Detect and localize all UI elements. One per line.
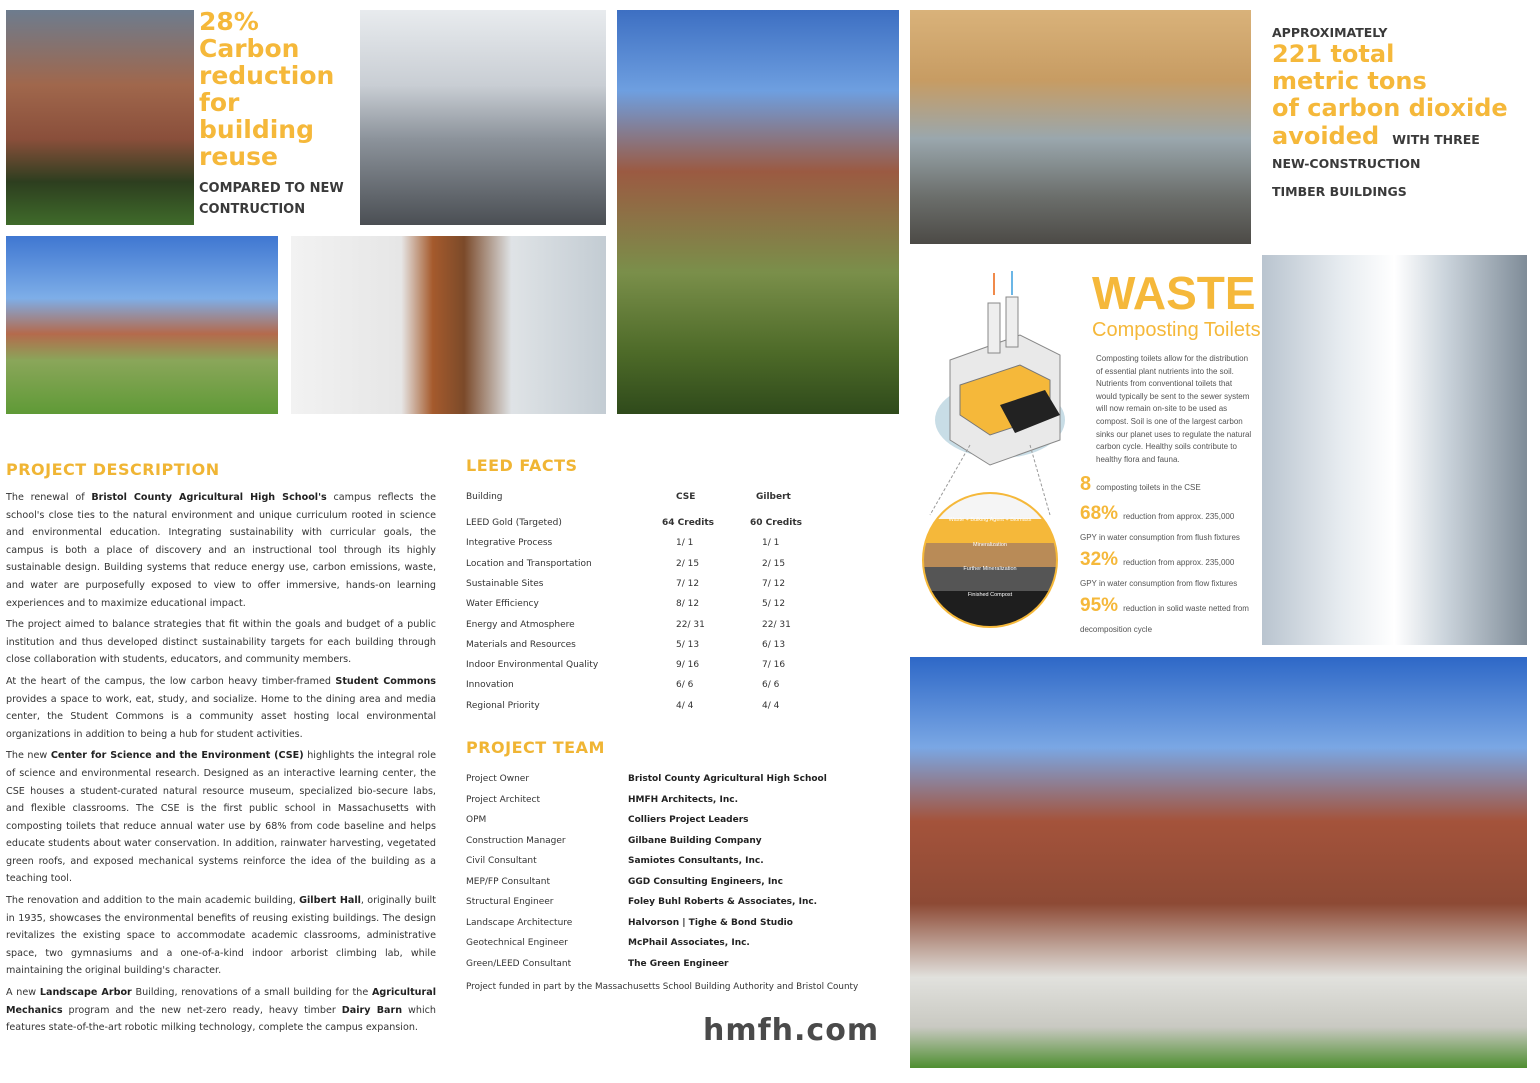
pipe xyxy=(1006,297,1018,347)
team-member: McPhail Associates, Inc. xyxy=(628,938,750,948)
carbon-reduction-stat xyxy=(199,8,359,220)
team-member: The Green Engineer xyxy=(628,958,729,969)
leed-col-gilbert: Gilbert xyxy=(756,492,791,502)
leed-gilbert-value: 6/ 13 xyxy=(762,639,786,650)
description-paragraph: The renovation and addition to the main academic building, Gilbert Hall, originally built in 1935, showcases the environmental benefits of reusing existing buildings. The design revitalizes the existing space to accommodate academic classrooms, administrative space, two gymnasiums and a one-of-a-kind indoor arborist climbing lab, while maintaining the original building's character. xyxy=(6,895,436,977)
leed-row xyxy=(466,599,806,619)
stat-tail: TIMBER BUILDINGS xyxy=(1272,184,1407,199)
leed-cse-value: 4/ 4 xyxy=(676,700,694,711)
team-row xyxy=(466,836,866,856)
description-paragraph: The new Center for Science and the Environment (CSE) highlights the integral role of science and environmental research. Designed as an interactive learning center, the CSE houses a student-curated natural resource museum, specialized bio-secure labs, and flexible classrooms. The CSE is the first public school in Massachusetts with composting toilets that reduce annual water use by 68% from code baseline and helps educate students about water conservation. In addition, rainwater harvesting, vegetated green roofs, and exposed mechanical systems reinforce the idea of the building as a teaching tool. xyxy=(6,750,436,885)
leed-col-building: Building xyxy=(466,492,503,502)
team-member: GGD Consulting Engineers, Inc xyxy=(628,876,783,887)
team-role: Project Owner xyxy=(466,774,530,784)
leed-category: Regional Priority xyxy=(466,700,540,711)
stat-line: for xyxy=(199,88,240,117)
leed-category: Sustainable Sites xyxy=(466,578,544,589)
layer-label: Further Mineralization xyxy=(963,566,1017,572)
leed-row xyxy=(466,538,806,558)
waste-stat xyxy=(1080,503,1252,544)
leed-category: Energy and Atmosphere xyxy=(466,619,575,630)
team-member: Gilbane Building Company xyxy=(628,835,762,846)
leed-cse-value: 22/ 31 xyxy=(676,619,705,630)
stat-tail: NEW-CONSTRUCTION xyxy=(1272,156,1421,171)
team-row xyxy=(466,856,866,876)
photo-campus-walkway xyxy=(910,657,1527,1068)
leed-gilbert-value: 22/ 31 xyxy=(762,619,791,630)
team-role: Construction Manager xyxy=(466,835,566,846)
zoom-line xyxy=(1030,445,1050,515)
leed-row xyxy=(466,640,806,660)
team-member: Colliers Project Leaders xyxy=(628,815,749,825)
leed-row xyxy=(466,620,806,640)
team-row xyxy=(466,877,866,897)
leed-category: Indoor Environmental Quality xyxy=(466,660,599,671)
leed-row xyxy=(466,680,806,700)
photo-campus-lawn xyxy=(6,236,278,414)
team-role: Green/LEED Consultant xyxy=(466,958,572,969)
leed-category: Location and Transportation xyxy=(466,558,592,569)
waste-stat-value: 8 xyxy=(1080,473,1092,495)
stat-line: Carbon xyxy=(199,34,300,63)
description-paragraph: The renewal of Bristol County Agricultural High School's campus reflects the school's close ties to the natural environment and unique curriculum rooted in science and environmental education. Integrating sustainability with curricular goals, the campus is both a place of discovery and an instructional tool through its highly sustainable design. Building systems that reduce energy use, carbon emissions, waste, and water are purposefully exposed to view to offer immersive, hands-on learning experiences and to maximize educational impact. xyxy=(6,492,436,609)
layer-label: Finished Compost xyxy=(967,592,1013,598)
leed-gilbert-value: 6/ 6 xyxy=(762,680,780,691)
leed-category: Innovation xyxy=(466,680,514,691)
photo-corridor xyxy=(1262,255,1527,645)
leed-gilbert-value: 7/ 12 xyxy=(762,578,786,589)
team-row xyxy=(466,815,866,835)
waste-stat-text: reduction in solid waste netted from decomposition cycle xyxy=(1080,604,1249,634)
waste-stat-text: reduction from approx. 235,000 GPY in water consumption from flow fixtures xyxy=(1080,558,1238,588)
team-member: Foley Buhl Roberts & Associates, Inc. xyxy=(628,897,818,907)
waste-infographic xyxy=(910,255,1261,650)
co2-avoided-stat xyxy=(1272,25,1534,206)
website-link[interactable]: hmfh.com xyxy=(703,1013,880,1048)
stat-line: avoided xyxy=(1272,122,1380,150)
waste-stat xyxy=(1080,473,1252,496)
project-team xyxy=(466,738,886,998)
leed-row xyxy=(466,579,806,599)
team-role: OPM xyxy=(466,815,487,825)
photo-timber-commons xyxy=(291,236,606,414)
team-role: Structural Engineer xyxy=(466,897,554,907)
team-member: HMFH Architects, Inc. xyxy=(628,794,738,805)
section-heading: LEED FACTS xyxy=(466,456,578,475)
stat-caption: COMPARED TO NEW xyxy=(199,181,344,196)
leed-category: Integrative Process xyxy=(466,538,553,549)
photo-classroom xyxy=(360,10,606,225)
stat-line: of carbon dioxide xyxy=(1272,94,1508,122)
pipe xyxy=(988,303,1000,353)
waste-subtitle: Composting Toilets xyxy=(1092,319,1261,341)
soil-layer-labels xyxy=(923,513,1057,633)
stat-line: metric tons xyxy=(1272,67,1427,95)
waste-title: WASTE xyxy=(1092,267,1256,319)
photo-building-entrance xyxy=(6,10,194,225)
section-heading: PROJECT DESCRIPTION xyxy=(6,460,220,479)
leed-facts xyxy=(466,456,826,726)
description-paragraph: A new Landscape Arbor Building, renovations of a small building for the Agricultural Mechanics program and the new net-zero ready, heavy timber Dairy Barn which features state-of-the-art robotic milking technology, complete the campus expansion. xyxy=(6,987,436,1034)
team-member: Samiotes Consultants, Inc. xyxy=(628,856,764,866)
leed-col-cse: CSE xyxy=(676,492,696,502)
leed-gilbert-value: 4/ 4 xyxy=(762,700,780,711)
team-member: Bristol County Agricultural High School xyxy=(628,774,827,784)
waste-stat-text: reduction from approx. 235,000 GPY in water consumption from flush fixtures xyxy=(1080,512,1240,542)
stat-line: reuse xyxy=(199,142,278,171)
leed-row xyxy=(466,701,806,721)
stat-line: 221 total xyxy=(1272,40,1395,68)
leed-gilbert-value: 60 Credits xyxy=(750,518,802,528)
team-role: Landscape Architecture xyxy=(466,917,573,928)
leed-table xyxy=(466,492,826,722)
funding-note: Project funded in part by the Massachusetts School Building Authority and Bristol County xyxy=(466,982,859,992)
stat-line: building xyxy=(199,115,314,144)
leed-header-row xyxy=(466,492,806,512)
leed-row xyxy=(466,660,806,680)
leed-cse-value: 6/ 6 xyxy=(676,680,694,691)
leed-category: LEED Gold (Targeted) xyxy=(466,518,562,528)
leed-cse-value: 64 Credits xyxy=(662,518,714,528)
team-member: Halvorson | Tighe & Bond Studio xyxy=(628,917,793,928)
waste-stat xyxy=(1080,595,1252,636)
leed-category: Materials and Resources xyxy=(466,639,576,650)
layer-label: Waste + Bulking Agent + Biomass xyxy=(948,517,1032,523)
team-row xyxy=(466,938,866,958)
waste-stat-value: 95% xyxy=(1080,595,1119,616)
leed-cse-value: 9/ 16 xyxy=(676,660,700,671)
waste-stat-text: composting toilets in the CSE xyxy=(1096,483,1201,492)
leed-cse-value: 2/ 15 xyxy=(676,558,700,569)
leed-category: Water Efficiency xyxy=(466,599,539,610)
leed-gilbert-value: 5/ 12 xyxy=(762,599,786,610)
team-role: Geotechnical Engineer xyxy=(466,938,568,948)
leed-gilbert-value: 7/ 16 xyxy=(762,660,786,671)
waste-stat-value: 32% xyxy=(1080,549,1119,570)
team-row xyxy=(466,959,866,979)
team-role: Civil Consultant xyxy=(466,856,537,866)
leed-gilbert-value: 1/ 1 xyxy=(762,538,780,549)
leed-cse-value: 1/ 1 xyxy=(676,538,694,549)
stat-pre: APPROXIMATELY xyxy=(1272,25,1388,40)
leed-row xyxy=(466,559,806,579)
description-paragraph: The project aimed to balance strategies that fit within the goals and budget of a public institution and thus developed distinct sustainability targets for each building through close collaboration with students, educators, and community members. xyxy=(6,619,436,666)
photo-courtyard-garden xyxy=(617,10,899,414)
stat-line: 28% xyxy=(199,7,259,36)
team-row xyxy=(466,774,866,794)
leed-row xyxy=(466,518,806,538)
stat-tail: WITH THREE xyxy=(1392,132,1480,147)
team-role: Project Architect xyxy=(466,794,541,805)
project-description xyxy=(6,460,436,1041)
leed-gilbert-value: 2/ 15 xyxy=(762,558,786,569)
team-row xyxy=(466,918,866,938)
leed-cse-value: 8/ 12 xyxy=(676,599,700,610)
leed-cse-value: 7/ 12 xyxy=(676,578,700,589)
photo-dairy-barn xyxy=(910,10,1251,244)
waste-body: Composting toilets allow for the distribution of essential plant nutrients into the soil. Nutrients from conventional toilets that would typically be sent to the sewer system will now remain on-site to be used as compost. Soil is one of the largest carbon sinks our planet uses to regulate the natural carbon cycle. Healthy soils contribute to healthy flora and fauna. xyxy=(1096,354,1252,464)
description-paragraph: At the heart of the campus, the low carbon heavy timber-framed Student Commons provides a space to work, eat, study, and socialize. Home to the dining area and media center, the Student Commons is a community asset hosting local environmental organizations in addition to being a hub for student activities. xyxy=(6,675,436,740)
stat-caption: CONTRUCTION xyxy=(199,202,306,217)
section-heading: PROJECT TEAM xyxy=(466,738,605,757)
team-role: MEP/FP Consultant xyxy=(466,876,551,887)
leed-cse-value: 5/ 13 xyxy=(676,639,700,650)
stat-line: reduction xyxy=(199,61,335,90)
waste-stat-value: 68% xyxy=(1080,503,1119,524)
waste-stat xyxy=(1080,549,1252,590)
layer-label: Mineralization xyxy=(973,542,1007,548)
team-row xyxy=(466,795,866,815)
team-row xyxy=(466,897,866,917)
